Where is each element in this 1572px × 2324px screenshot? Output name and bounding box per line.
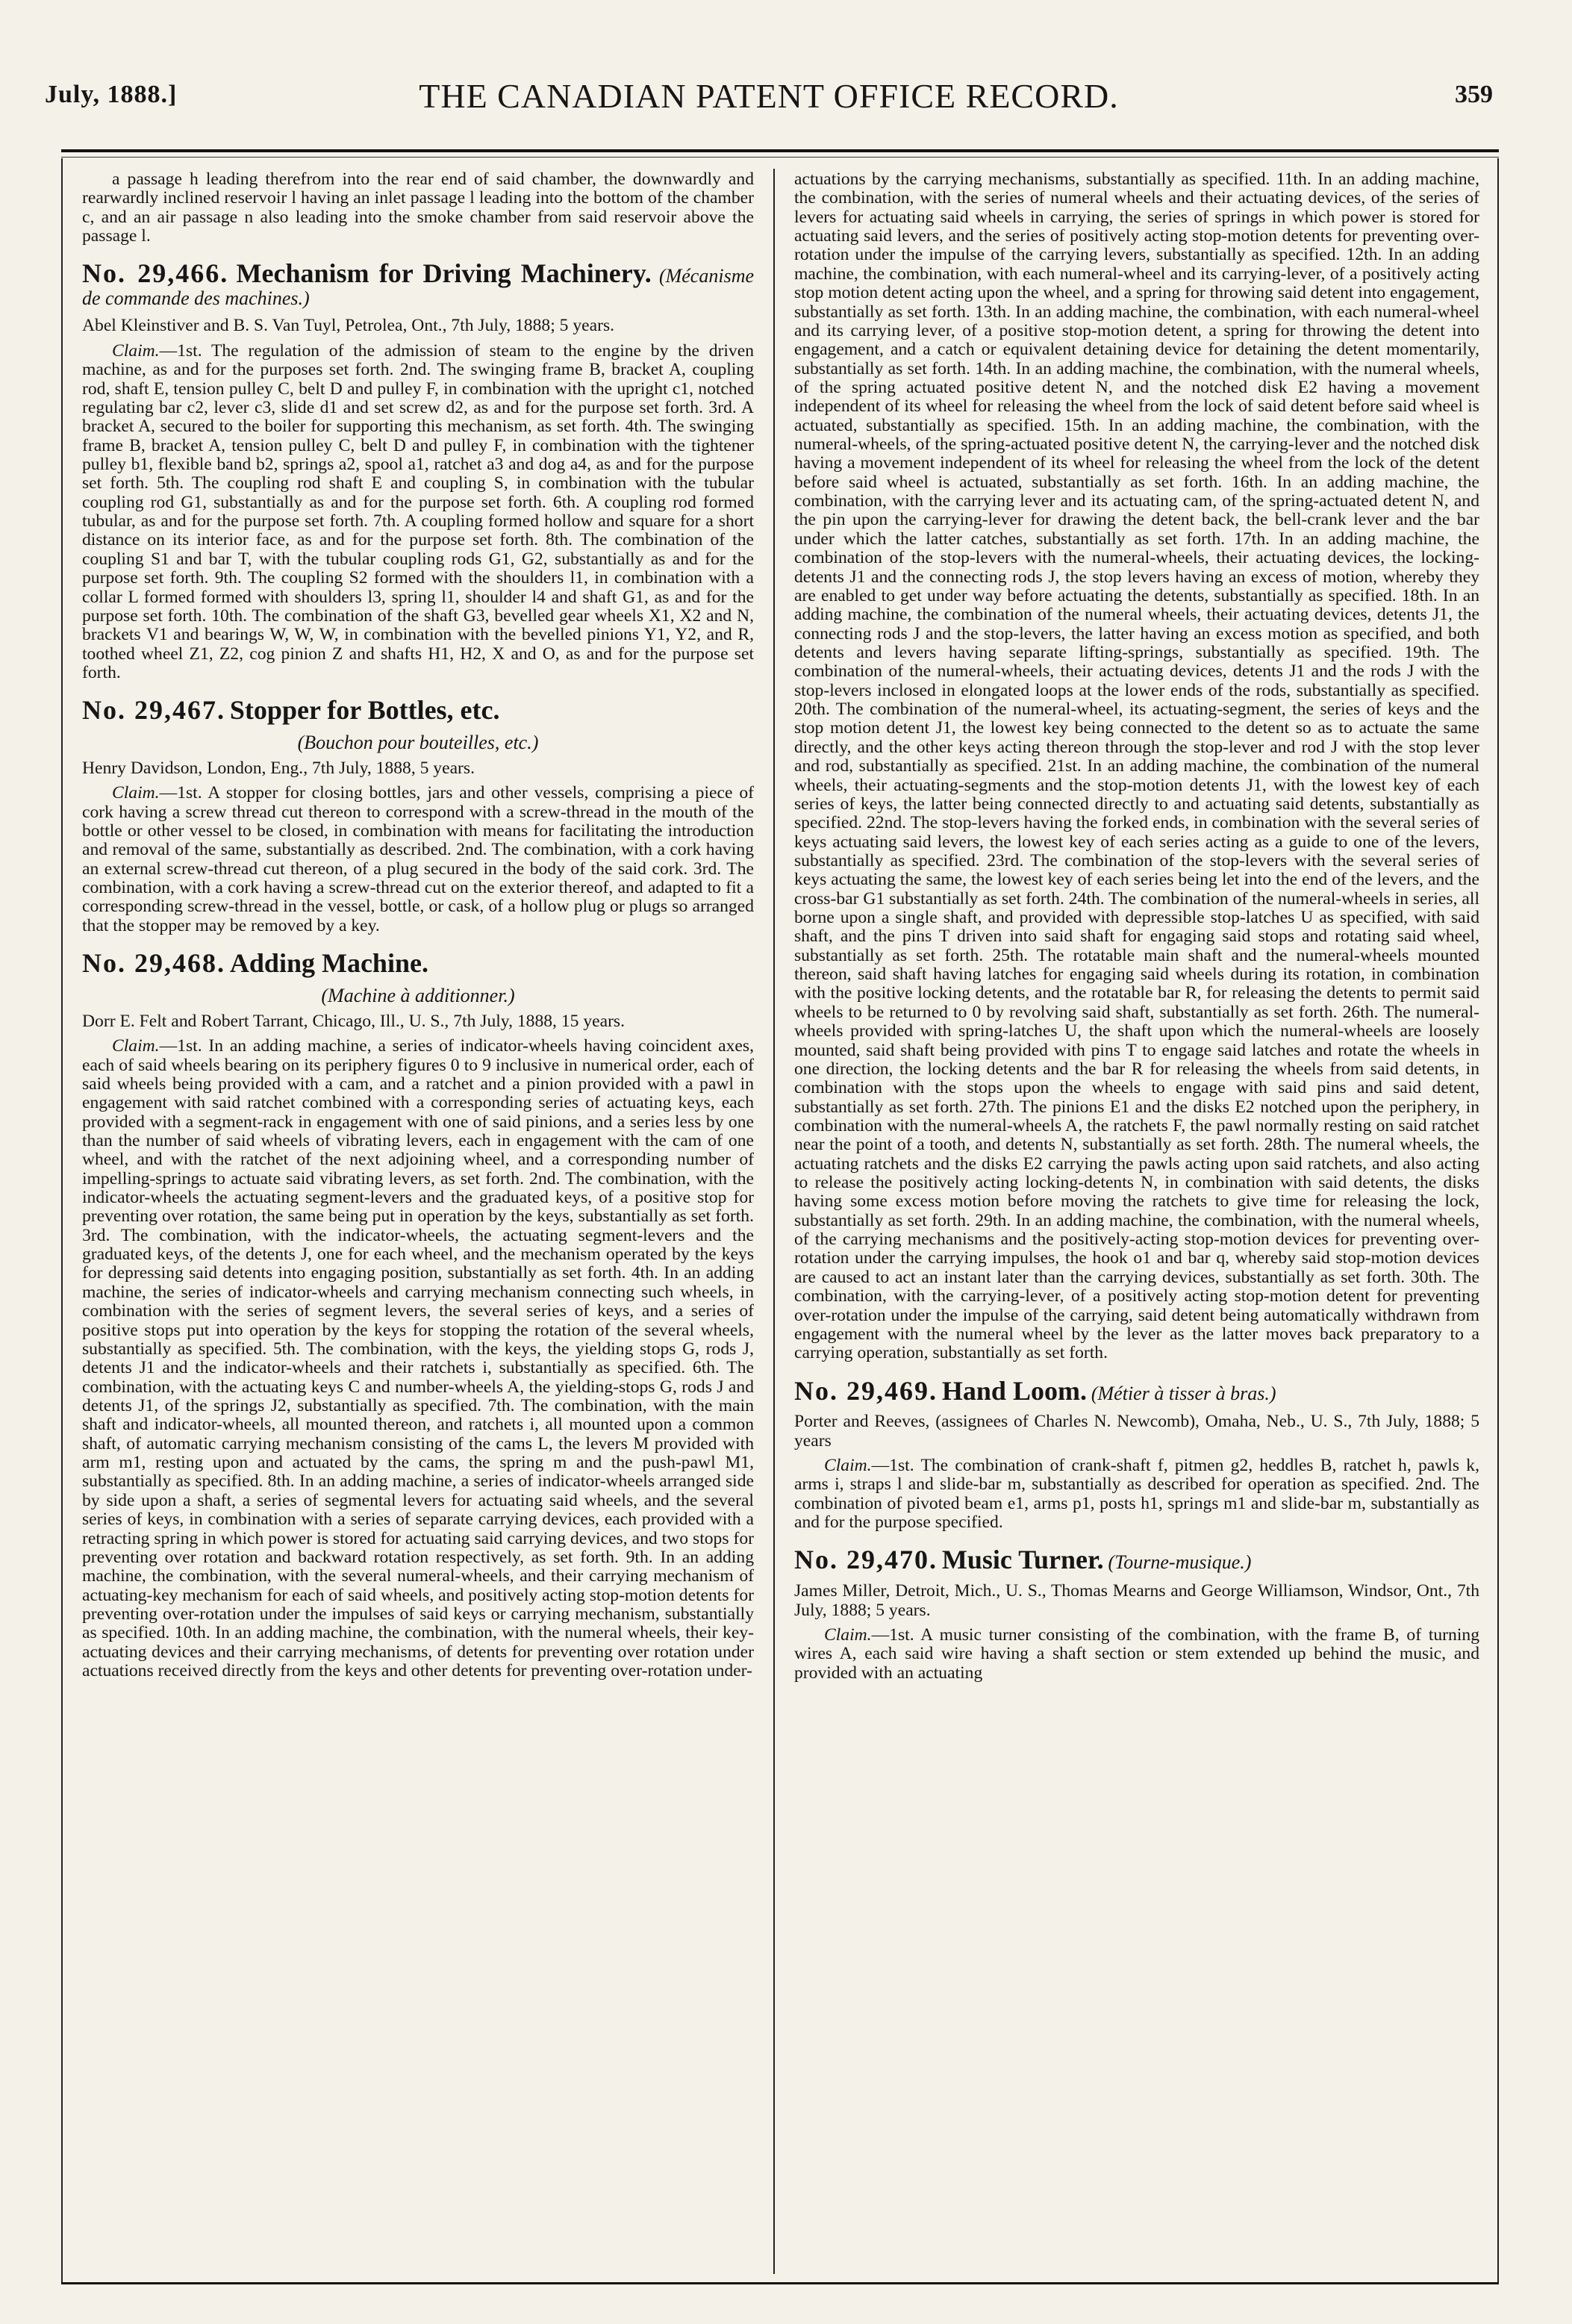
patent-claim [794, 1457, 1479, 1532]
left-border [61, 158, 63, 2283]
patent-heading [794, 1545, 1479, 1574]
patent-claim [794, 1626, 1479, 1683]
claim-label: Claim. [824, 1456, 872, 1476]
right-border [1497, 158, 1499, 2283]
claim-continuation: actuations by the carrying mechanisms, substantially as specified. 11th. In an adding machine, the combination, with the series of numeral wheels and their actuating devices, of the series of levers for actuating said wheels in carrying, the series of springs in which power is stored for actuating said levers, and the series of positively acting stop-motion detents for preventing over-rotation under the impulse of the carrying levers, substantially as specified. 12th. In an adding machine, the combination, with each numeral-wheel and its carrying-lever, of a positively acting stop motion detent acting upon the wheel, and a spring for throwing said detent into engagement, substantially as set forth. 13th. In an adding machine, the combination, with each numeral-wheel and its carrying lever, of a positive stop-motion detent, a spring for throwing the detent into engagement, and a catch or equivalent detaining device for detaining the detent momentarily, substantially as set forth. 14th. In an adding machine, the combination, with the numeral wheels, of the spring actuated positive detent N, and the notched disk E2 having a movement independent of its wheel for releasing the wheel from the lock of said detent before said wheel is actuated, substantially as specified. 15th. In an adding machine, the combination, with the numeral-wheels, of the spring-actuated positive detent N, the carrying-lever and the notched disk having a movement independent of its wheel for releasing the wheel from the lock of the detent before said wheel is actuated, substantially as set forth. 16th. In an adding machine, the combination, with the carrying lever and its actuating cam, of the spring-actuated detent N, and the pin upon the carrying-lever for drawing the detent back, the bell-crank lever and the bar under which the latter catches, substantially as set forth. 17th. In an adding machine, the combination of the stop-levers with the numeral-wheels, their actuating devices, the locking-detents J1 and the connecting rods J, the stop levers having an excess of motion, whereby they are enabled to get under way before actuating the detents, substantially as specified. 18th. In an adding machine, the combination of the numeral wheels, their actuating devices, detents J1, the connecting rods J and the stop-levers, the latter having an excess motion as specified, and both detents and levers having separate lifting-springs, substantially as specified. 19th. The combination of the numeral-wheels, their actuating devices, detents J1 and the rods J with the stop-levers inclosed in elongated loops at the lower ends of the rods, substantially as specified. 20th. The combination of the numeral-wheel, its actuating-segment, the series of keys and the stop motion detent J1, the lowest key being connected to the detent so as to actuate the same directly, and the other keys acting thereon through the stop-lever and rod J with the stop lever and rod, substantially as specified. 21st. In an adding machine, the combination of the numeral wheels, their actuating-segments and the stop-motion detents J1, with the lowest key of each series of keys, the latter being connected directly to and actuating said detents, substantially as specified. 22nd. The stop-levers having the forked ends, in combination with the several series of keys actuating said levers, the lowest key of each series acting as a guide to one of the levers, substantially as specified. 23rd. The combination of the stop-levers with the several series of keys actuating the same, the lowest key of each series being let into the end of the levers, and the cross-bar G1 substantially as set forth. 24th. The combination of the numeral-wheels in series, all borne upon a single shaft, and provided with depressible stop-latches U as specified, with said shaft, and the pins T driven into said shaft for engaging said stops and rotating said wheel, substantially as set forth. 25th. The rotatable main shaft and the numeral-wheels mounted thereon, said shaft having latches for engaging said wheels during its rotation, in combination with the positive locking detents, and the rotatable bar R, for releasing the detents to permit said wheels to be returned to 0 by revolving said shaft, substantially as set forth. 26th. The numeral-wheels provided with spring-latches U, the shaft upon which the numeral-wheels are loosely mounted, said shaft being provided with pins T to engage said latches and rotate the wheels in one direction, the locking detents and the bar R for releasing the wheels from said detents, in combination with the stops upon the wheels to engage with said pins and said detent, substantially as set forth. 27th. The pinions E1 and the disks E2 notched upon the periphery, in combination with the numeral-wheels A, the ratchets F, the pawl normally resting on said ratchet near the point of a tooth, and detents N, substantially as set forth. 28th. The numeral wheels, the actuating ratchets and the disks E2 carrying the pawls acting upon said ratchets, and also acting to release the positively acting locking-detents N, in combination with said detents, the disks having some excess motion before moving the ratchets to give time for releasing the lock, substantially as set forth. 29th. In an adding machine, the combination, with the numeral wheels, of the carrying mechanisms and the positively-acting stop-motion devices for preventing over-rotation under the carrying impulses, the hook o1 and bar q, whereby said stop-motion devices are caused to act an instant later than the carrying devices, substantially as set forth. 30th. The combination, with the carrying-lever, of a positively acting stop-motion detent for preventing over-rotation under the impulse of the carrying, said detent being automatically withdrawn from engagement with the numeral wheel by the lever as the latter moves back preparatory to a carrying operation, substantially as set forth. [794, 170, 1479, 1363]
patent-french-title: (Tourne-musique.) [1108, 1551, 1252, 1574]
claim-text: —1st. The regulation of the admission of steam to the engine by the driven machine, as and for the purposes set forth. 2nd. The swinging frame B, bracket A, coupling rod, shaft E, tension pulley C, belt D and pulley F, in combination with the upright c1, notched regulating bar c2, lever c3, slide d1 and set screw d2, as and for the purpose set forth. 3rd. A bracket A, secured to the boiler for supporting this mechanism, as set forth. 4th. The swinging frame B, bracket A, tension pulley C, belt D and pulley F, in combination with the tightener pulley b1, flexible band b2, springs a2, spool a1, ratchet a3 and dog a4, as and for the purpose set forth. 5th. The coupling rod shaft E and coupling S, in combination with the tubular coupling rod G1, substantially as and for the purpose set forth. 6th. A coupling rod formed tubular, as and for the purpose set forth. 7th. A coupling formed hollow and square for a short distance on its interior face, as and for the purpose set forth. 8th. The combination of the coupling S1 and bar T, with the tubular coupling rods G1, G2, substantially as and for the purpose set forth. 9th. The coupling S2 formed with the shoulders l1, in combination with a collar L formed formed with shoulders l3, spring l1, shoulder l4 and shaft G1, as and for the purpose set forth. 10th. The combination of the shaft G3, bevelled gear wheels X1, X2 and N, brackets V1 and bearings W, W, W, in combination with the bevelled pinions Y1, Y2, and R, toothed wheel Z1, Z2, cog pinion Z and shafts H1, H2, X and O, as and for the purpose set forth. [82, 340, 754, 682]
right-column [794, 170, 1479, 2268]
patent-entry-29469 [794, 1377, 1479, 1533]
left-column [82, 170, 754, 2268]
intro-paragraph: a passage h leading therefrom into the rear end of said chamber, the downwardly and rearwardly inclined reservoir l having an inlet passage l leading into the bottom of the chamber c, and an air passage n also leading into the smoke chamber from said reservoir above the passage l. [82, 170, 754, 246]
patent-title: Hand Loom. [941, 1375, 1087, 1406]
patent-claim [82, 342, 754, 682]
patent-entry-29468 [82, 949, 754, 1680]
patent-entry-29466 [82, 259, 754, 682]
patent-french-title: (Bouchon pour bouteilles, etc.) [297, 732, 539, 753]
patent-french-title: (Machine à additionner.) [321, 984, 515, 1006]
patent-inventors: Dorr E. Felt and Robert Tarrant, Chicago, Ill., U. S., 7th July, 1888, 15 years. [82, 1011, 626, 1031]
header-date: July, 1888.] [45, 81, 178, 108]
patent-title: Stopper for Bottles, etc. [229, 695, 500, 726]
patent-french-title: (Métier à tisser à bras.) [1091, 1382, 1276, 1404]
patent-french-title: (Mécanisme de commande des machines.) [82, 265, 754, 310]
claim-text: —1st. A stopper for closing bottles, jars and other vessels, comprising a piece of cork having a screw thread cut thereon to correspond with a screw-thread in the mouth of the bottle or other vessel to be closed, in combination with means for facilitating the introduction and removal of the same, substantially as described. 2nd. The combination, with a cork having an external screw-thread cut thereon, of a plug secured in the body of the said cork. 3rd. The combination, with a cork having a screw-thread cut on the exterior thereof, and adapted to fit a corresponding screw-thread in the vessel, bottle, or cask, of a hollow plug or plugs so arranged that the stopper may be removed by a key. [82, 783, 754, 935]
claim-text: —1st. The combination of crank-shaft f, pitmen g2, heddles B, ratchet h, pawls k, arms i, straps l and slide-bar m, substantially as described for operation as specified. 2nd. The combination of pivoted beam e1, arms p1, posts h1, springs m1 and slide-bar m, substantially as and for the purpose specified. [794, 1456, 1479, 1533]
bottom-rule [61, 2282, 1499, 2284]
patent-claim [82, 1037, 754, 1680]
claim-label: Claim. [112, 340, 160, 361]
claim-text: —1st. A music turner consisting of the combination, with the frame B, of turning wires A, each said wire having a shaft section or stem extended up behind the music, and provided with an actuating [794, 1624, 1479, 1683]
patent-heading [794, 1377, 1479, 1406]
claim-label: Claim. [112, 783, 160, 803]
column-divider [773, 169, 775, 2274]
patent-title: Mechanism for Driving Machinery. [236, 258, 652, 289]
patent-inventors: Abel Kleinstiver and B. S. Van Tuyl, Petrolea, Ont., 7th July, 1888; 5 years. [82, 316, 615, 336]
claim-text: —1st. In an adding machine, a series of indicator-wheels having coincident axes, each of said wheels bearing on its periphery figures 0 to 9 inclusive in numerical order, each of said wheels being provided with a cam, and a ratchet and a pinion provided with a pawl in engagement with said ratchet combined with a corresponding series of actuating keys, each provided with a segment-rack in engagement with one of said pinions, and a series less by one than the number of said wheels of vibrating levers, each in engagement with the cam of one wheel, and with the ratchet of the next adjoining wheel, and a corresponding number of impelling-springs to actuate said vibrating levers, as set forth. 2nd. The combination, with the indicator-wheels the actuating segment-levers and the graduated keys, of a positive stop for preventing over rotation, the same being put in operation by the keys, substantially as set forth. 3rd. The combination, with the indicator-wheels, the actuating segment-levers and the graduated keys, of the detents J, one for each wheel, and the mechanism operated by the keys for depressing said detents into engaging position, substantially as set forth. 4th. In an adding machine, the series of indicator-wheels and carrying mechanism connecting such wheels, in combination with the series of segment levers, the several series of keys, and a series of positive stops put into operation by the keys for stopping the rotation of the several wheels, substantially as specified. 5th. The combination, with the keys, the yielding stops G, rods J, detents J1 and the indicator-wheels and their ratchets i, substantially as specified. 6th. The combination, with the actuating keys C and number-wheels A, the yielding-stops G, rods J and detents J1, of the springs J2, substantially as specified. 7th. The combination, with the main shaft and indicator-wheels, all mounted thereon, and ratchets i, all mounted upon a common shaft, of automatic carrying mechanism consisting of the cams L, the levers M provided with arm m1, resting upon and actuated by the cams, the spring m and the push-pawl M1, substantially as specified. 8th. In an adding machine, a series of indicator-wheels arranged side by side upon a shaft, a series of segmental levers for actuating said wheels, and the several series of keys, in combination with a series of separate carrying devices, each provided with a retracting spring in which power is stored for actuating said carrying devices, and two stops for preventing over rotation and backward rotation respectively, as set forth. 9th. In an adding machine, the combination, with the several numeral-wheels, and their carrying mechanism of actuating-key mechanism for each of said wheels, and positively acting stop-motion detents for preventing over-rotation under the impulses of said keys or carrying mechanism, substantially as specified. 10th. In an adding machine, the combination, with the numeral wheels, their key-actuating devices and their carrying mechanisms, of detents for preventing over rotation under actuations received directly from the keys and other detents for preventing over-rotation under- [82, 1036, 754, 1681]
patent-number: No. 29,468. [82, 948, 225, 979]
patent-heading [82, 259, 754, 309]
patent-entry-29470 [794, 1545, 1479, 1682]
patent-title: Adding Machine. [229, 948, 428, 979]
patent-number: No. 29,469. [794, 1375, 938, 1406]
patent-inventors: Porter and Reeves, (assignees of Charles N. Newcomb), Omaha, Neb., U. S., 7th July, 1888; 5 years [794, 1412, 1479, 1451]
patent-inventors: Henry Davidson, London, Eng., 7th July, 1888, 5 years. [82, 758, 475, 778]
patent-number: No. 29,470. [794, 1545, 938, 1575]
claim-label: Claim. [112, 1036, 160, 1056]
patent-number: No. 29,467. [82, 695, 225, 726]
patent-title: Music Turner. [941, 1545, 1104, 1575]
patent-heading [82, 696, 754, 725]
journal-title: THE CANADIAN PATENT OFFICE RECORD. [419, 77, 1119, 115]
patent-entry-29467 [82, 696, 754, 935]
patent-inventors: James Miller, Detroit, Mich., U. S., Thomas Mearns and George Williamson, Windsor, Ont., 7th July, 1888; 5 years. [794, 1581, 1479, 1620]
top-rule-thin [61, 157, 1499, 158]
page-number: 359 [1455, 81, 1493, 108]
page-header [45, 77, 1493, 125]
patent-claim [82, 784, 754, 935]
patent-number: No. 29,466. [82, 258, 229, 289]
top-rule [61, 149, 1499, 152]
patent-heading [82, 949, 754, 978]
claim-label: Claim. [824, 1624, 872, 1645]
